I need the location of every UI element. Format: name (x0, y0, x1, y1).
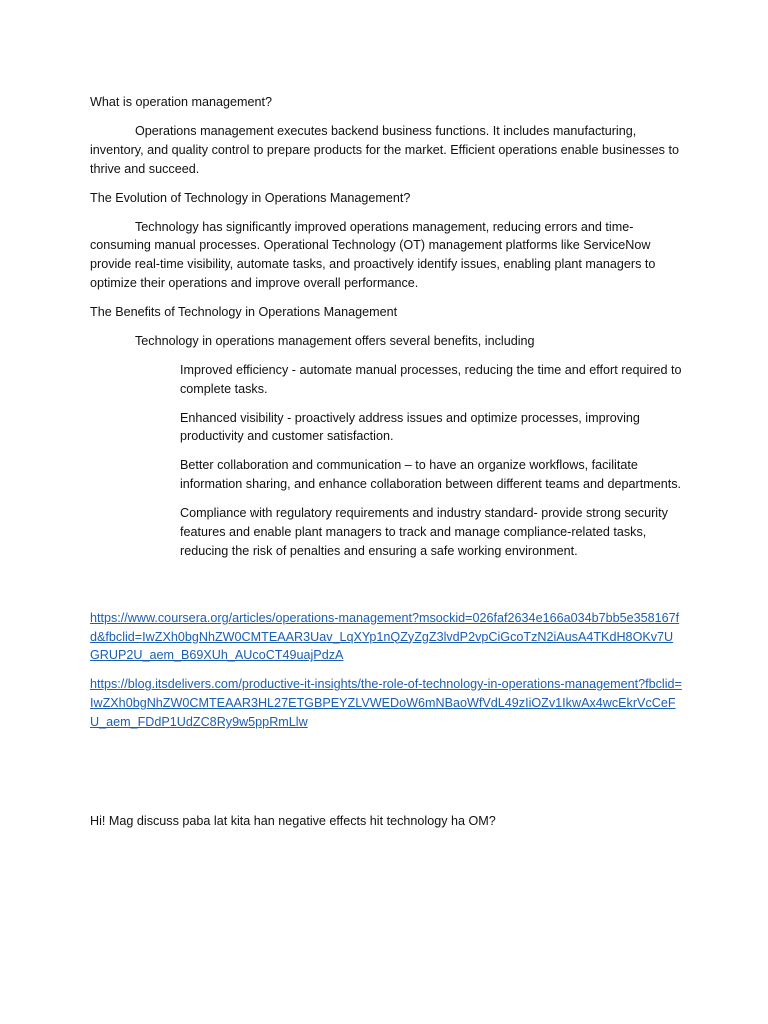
link-coursera[interactable]: https://www.coursera.org/articles/operations-management?msockid=026faf2634e166a034b7bb5e358167fd&fbclid=IwZXh0bgNhZW0CMTEAAR3Uav_LqXYp1nQZyZgZ3lvdP2vpCiGcoTzN2iAusA4TKdH8OKv7UGRUP2U_aem_B69XUh_AUcoCT49uajPdzA (90, 610, 680, 663)
document-page (90, 93, 682, 841)
paragraph-benefits-intro: Technology in operations management offers several benefits, including (135, 333, 535, 348)
benefit-better-collaboration: Better collaboration and communication – to have an organize workflows, facilitate information sharing, and enhance collaboration between different teams and departments. (180, 458, 682, 492)
heading-evolution-of-technology: The Evolution of Technology in Operations Management? (90, 190, 411, 205)
paragraph-operations-management: Operations management executes backend business functions. It includes manufacturing, inventory, and quality control to prepare products for the market. Efficient operations enable businesses to thrive and succeed. (90, 123, 679, 176)
benefit-improved-efficiency: Improved efficiency - automate manual processes, reducing the time and effort required to complete tasks. (180, 362, 682, 396)
benefit-compliance: Compliance with regulatory requirements and industry standard- provide strong security features and enable plant managers to track and manage compliance-related tasks, reducing the risk of penalties and ensuring a safe working environment. (180, 506, 668, 558)
spacer (90, 742, 682, 812)
paragraph-technology-improved: Technology has significantly improved operations management, reducing errors and time-consuming manual processes. Operational Technology (OT) management platforms like ServiceNow provide real-time visibility, automate tasks, and proactively identify issues, enabling plant managers to optimize their operations and improve overall performance. (90, 219, 656, 290)
benefits-list (90, 361, 682, 561)
heading-benefits-of-technology: The Benefits of Technology in Operations Management (90, 304, 398, 319)
comment-text: Hi! Mag discuss paba lat kita han negative effects hit technology ha OM? (90, 813, 496, 828)
benefit-enhanced-visibility: Enhanced visibility - proactively address issues and optimize processes, improving productivity and customer satisfaction. (180, 410, 640, 444)
spacer (90, 571, 682, 609)
link-itsdelivers[interactable]: https://blog.itsdelivers.com/productive-it-insights/the-role-of-technology-in-operations-management?fbclid=IwZXh0bgNhZW0CMTEAAR3HL27ETGBPEYZLVWEDoW6mNBaoWfVdL49zIiOZv1IkwAx4wcEkrVcCeFU_aem_FDdP1UdZC8Ry9w5ppRmLlw (90, 677, 682, 729)
heading-what-is-operation-management: What is operation management? (90, 95, 273, 109)
